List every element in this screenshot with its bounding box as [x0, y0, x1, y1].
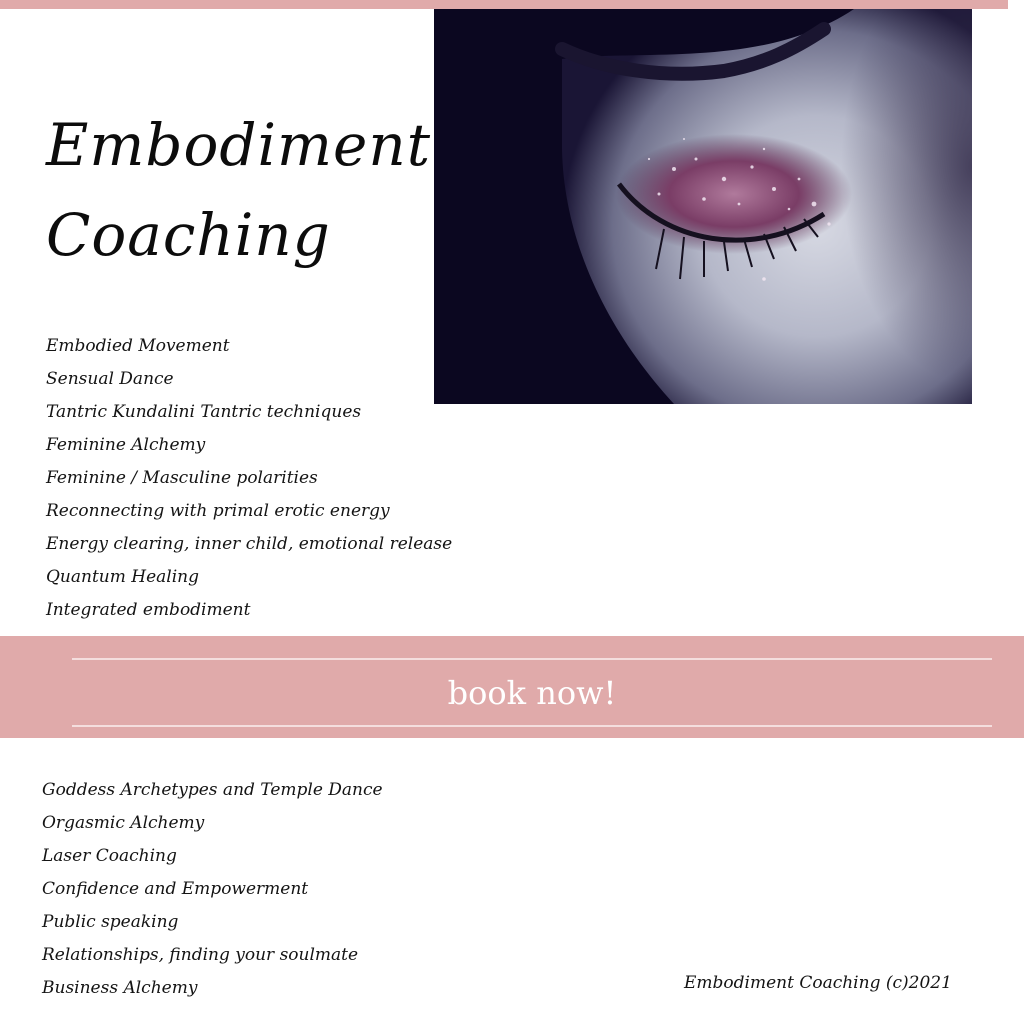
list-item: Feminine Alchemy — [46, 435, 206, 455]
list-item: Sensual Dance — [46, 369, 174, 389]
glitter-eye-image — [434, 9, 972, 404]
list-item: Feminine / Masculine polarities — [46, 468, 318, 488]
page-title — [46, 100, 432, 280]
list-item: Energy clearing, inner child, emotional release — [46, 534, 453, 554]
booking-band — [0, 636, 1024, 738]
list-item: Orgasmic Alchemy — [42, 813, 205, 833]
list-item: Public speaking — [42, 912, 179, 932]
list-item: Integrated embodiment — [46, 600, 251, 620]
book-now-button[interactable]: book now! — [447, 673, 617, 712]
page-title-line-2: Coaching — [46, 201, 331, 269]
book-divider-bottom — [72, 725, 992, 727]
list-item: Business Alchemy — [42, 978, 198, 998]
hero-photo-graphic — [434, 9, 972, 404]
list-item: Confidence and Empowerment — [42, 879, 309, 899]
list-item: Quantum Healing — [46, 567, 199, 587]
list-item: Embodied Movement — [46, 336, 230, 356]
page-title-line-1: Embodiment — [46, 111, 432, 179]
list-item: Reconnecting with primal erotic energy — [46, 501, 390, 521]
footer-copyright: Embodiment Coaching (c)2021 — [684, 973, 952, 993]
services-list-upper — [46, 330, 452, 627]
list-item: Laser Coaching — [42, 846, 177, 866]
top-accent-bar — [0, 0, 1008, 9]
list-item: Relationships, finding your soulmate — [42, 945, 359, 965]
list-item: Tantric Kundalini Tantric techniques — [46, 402, 362, 422]
list-item: Goddess Archetypes and Temple Dance — [42, 780, 383, 800]
services-list-lower — [42, 774, 383, 1005]
